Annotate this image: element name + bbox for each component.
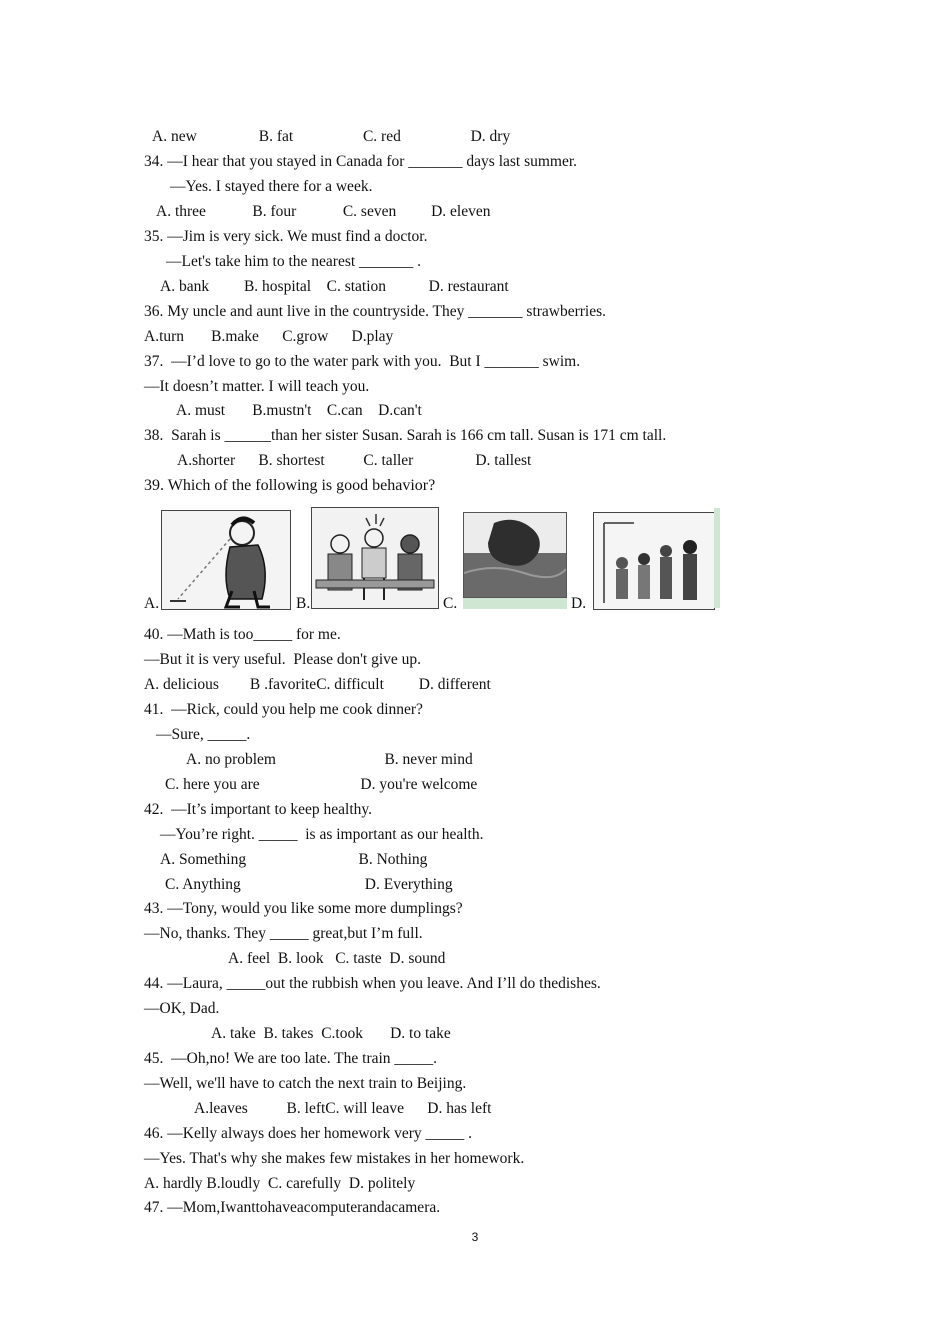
q42-options-row1: A. Something B. Nothing [160, 851, 428, 868]
q40-options: A. delicious B .favoriteC. difficult D. different [144, 676, 491, 693]
pic-d-label: D. [571, 595, 587, 612]
q38-options: A.shorter B. shortest C. taller D. tallest [177, 452, 532, 469]
spitting-man-icon [162, 511, 290, 609]
q41-question: 41. —Rick, could you help me cook dinner? [144, 701, 423, 718]
q44-options: A. take B. takes C.took D. to take [211, 1025, 451, 1042]
q43-options: A. feel B. look C. taste D. sound [228, 950, 446, 967]
q45-question: 45. —Oh,no! We are too late. The train _____. [144, 1050, 438, 1067]
q37-question: 37. —I’d love to go to the water park with you. But I _______ swim. [144, 353, 581, 370]
q45-reply: —Well, we'll have to catch the next train to Beijing. [144, 1075, 467, 1092]
q44-reply: —OK, Dad. [144, 1000, 220, 1017]
q45-options: A.leaves B. leftC. will leave D. has left [194, 1100, 492, 1117]
q37-reply: —It doesn’t matter. I will teach you. [144, 378, 370, 395]
people-queuing-icon [594, 513, 714, 609]
q47-question: 47. —Mom,Iwanttohaveacomputerandacamera. [144, 1199, 441, 1216]
q38-question: 38. Sarah is ______than her sister Susan. Sarah is 166 cm tall. Susan is 171 cm tall. [144, 427, 667, 444]
q34-question: 34. —I hear that you stayed in Canada for _______ days last summer. [144, 153, 578, 170]
q41-reply: —Sure, _____. [156, 726, 251, 743]
q42-question: 42. —It’s important to keep healthy. [144, 801, 373, 818]
q43-question: 43. —Tony, would you like some more dumplings? [144, 900, 463, 917]
picture-d-green-edge [714, 508, 720, 608]
q42-options-row2: C. Anything D. Everything [165, 876, 453, 893]
q35-options: A. bank B. hospital C. station D. restaurant [160, 278, 509, 295]
people-sitting-icon [312, 508, 438, 608]
q36-question: 36. My uncle and aunt live in the countryside. They _______ strawberries. [144, 303, 607, 320]
landscape-scene-icon [464, 513, 566, 597]
pic-a-label: A. [144, 595, 160, 612]
q46-options: A. hardly B.loudly C. carefully D. politely [144, 1175, 416, 1192]
q41-options-row2: C. here you are D. you're welcome [165, 776, 478, 793]
q36-options: A.turn B.make C.grow D.play [144, 328, 394, 345]
q41-options-row1: A. no problem B. never mind [186, 751, 473, 768]
q34-options: A. three B. four C. seven D. eleven [156, 203, 491, 220]
q39-question: 39. Which of the following is good behavior? [144, 477, 436, 494]
pic-b-label: B. [296, 595, 311, 612]
q35-question: 35. —Jim is very sick. We must find a doctor. [144, 228, 428, 245]
q43-reply: —No, thanks. They _____ great,but I’m full. [144, 925, 423, 942]
picture-a-spitting [161, 510, 291, 610]
picture-c-scene [463, 512, 567, 598]
q35-reply: —Let's take him to the nearest _______ . [166, 253, 422, 270]
q34-reply: —Yes. I stayed there for a week. [170, 178, 373, 195]
q40-reply: —But it is very useful. Please don't give up. [144, 651, 422, 668]
q40-question: 40. —Math is too_____ for me. [144, 626, 341, 643]
q33-options: A. new B. fat C. red D. dry [152, 128, 511, 145]
pic-c-label: C. [443, 595, 458, 612]
picture-c-green-strip [463, 598, 567, 609]
q46-question: 46. —Kelly always does her homework very _____ . [144, 1125, 473, 1142]
q42-reply: —You’re right. _____ is as important as our health. [160, 826, 484, 843]
picture-b-people-sitting [311, 507, 439, 609]
q46-reply: —Yes. That's why she makes few mistakes in her homework. [144, 1150, 525, 1167]
q44-question: 44. —Laura, _____out the rubbish when you leave. And I’ll do thedishes. [144, 975, 601, 992]
page-number: 3 [471, 1230, 479, 1244]
q37-options: A. must B.mustn't C.can D.can't [176, 402, 422, 419]
picture-d-queue [593, 512, 715, 610]
